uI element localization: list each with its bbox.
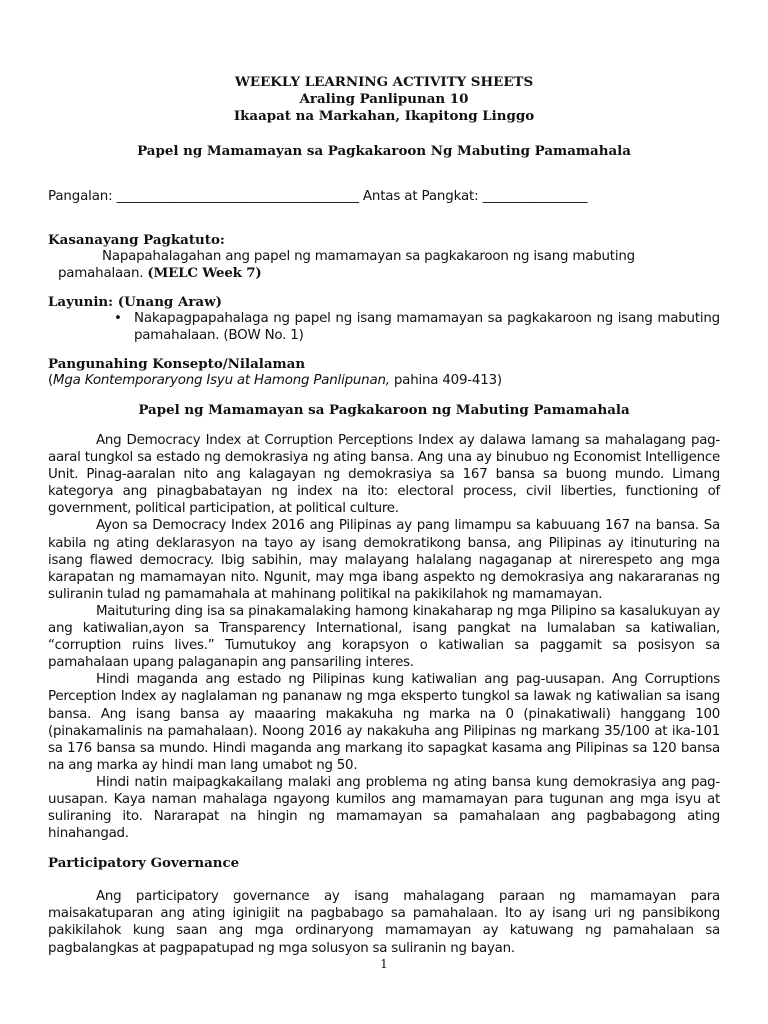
document-title: Papel ng Mamamayan sa Pagkakaroon Ng Mabuting Pamamahala [137,143,631,159]
book-pages: pahina 409-413) [389,373,502,388]
level-blank: ________________ [482,189,588,204]
header-line-3: Ikaapat na Markahan, Ikapitong Linggo [233,108,535,124]
paragraph: Hindi maganda ang estado ng Pilipinas kung katiwalian ang pag-uusapan. Ang Corruptions Perception Index ay naglalaman ng pananaw ng mga eksperto tungkol sa lawak ng katiwalian sa isang bansa. Ang isang bansa ay maaaring makakuha ng marka na 0 (pinakatiwali) hanggang 100 (pinakamalinis na pamahalaan). Noong 2016 ay nakakuha ang Pilipinas ng markang 35/100 at ika-101 sa 176 bansa sa mundo. Hindi maganda ang markang ito sapagkat kasama ang Pilipinas sa 120 bansa na ang marka ay hindi man lang umabot ng 50. [48,672,720,773]
konsepto-section [48,356,720,389]
header-line-1: WEEKLY LEARNING ACTIVITY SHEETS [234,74,534,90]
name-blank: _____________________________________ [116,189,359,204]
konsepto-paren: ( [48,373,54,388]
level-label: Antas at Pangkat: [358,189,483,204]
kasanayan-text [48,248,720,282]
melc-label: (MELC Week 7) [147,265,262,281]
header-line-2: Araling Panlipunan 10 [299,91,469,107]
paragraph: Ang Democracy Index at Corruption Perceptions Index ay dalawa lamang sa mahalagang pag-aaral tungkol sa estado ng demokrasiya ng ating bansa. Ang una ay binubuo ng Economist Intelligence Unit. Pinag-aaralan nito ang kalagayan ng demokrasiya sa 167 bansa sa buong mundo. Limang kategorya ang pinagbabatayan ng index na ito: electoral process, civil liberties, functioning of government, political participation, at political culture. [48,433,720,517]
kasanayan-body: Napapahalagahan ang papel ng mamamayan sa pagkakaroon ng isang mabuting pamahalaan. [58,249,635,281]
objective-list [48,310,720,344]
participatory-heading: Participatory Governance [48,855,240,872]
name-row [48,189,720,204]
konsepto-heading: Pangunahing Konsepto/Nilalaman [48,356,306,372]
konsepto-source [48,372,720,389]
kasanayan-heading: Kasanayang Pagkatuto: [48,232,225,248]
name-label: Pangalan: [48,189,117,204]
document-header [48,74,720,125]
paragraph: Maituturing ding isa sa pinakamalaking hamong kinakaharap ng mga Pilipino sa kasalukuyan ay ang katiwalian,ayon sa Transparency International, isang pangkat na lumalaban sa katiwalian, “corruption ruins lives.” Tumutukoy ang korapsyon o katiwalian sa paggamit sa posisyon sa pamahalaan upang palaganapin ang pansariling interes. [48,603,720,671]
document-page [48,74,720,957]
participatory-text: Ang participatory governance ay isang mahalagang paraan ng mamamayan para maisakatuparan ang ating iginigiit na pagbabago sa pamahalaan. Ito ay isang uri ng pansibikong pakikilahok kung saan ang mga ordinaryong mamamayan ay katuwang ng pamahalaan sa pagbalangkas at pagpapatupad ng mga solusyon sa suliranin ng bayan. [48,889,720,956]
section-title: Papel ng Mamamayan sa Pagkakaroon ng Mabuting Pamamahala [138,402,630,418]
kasanayan-section [48,232,720,282]
paragraph: Hindi natin maipagkakailang malaki ang problema ng ating bansa kung demokrasiya ang pag-uusapan. Kaya naman mahalaga ngayong kumilos ang mamamayan para tugunan ang mga isyu at suliraning ito. Nararapat na hingin ng mamamayan sa pamahalaan ang pagbabagong ating hinahangad. [48,774,720,842]
paragraph: Ayon sa Democracy Index 2016 ang Pilipinas ay pang limampu sa kabuuang 167 na bansa. Sa kabila ng ating deklarasyon na tayo ay isang demokratikong bansa, ang Pilipinas ay itinuturing na isang flawed democracy. Ibig sabihin, may malayang halalang nagaganap at nirerespeto ang mga karapatan ng mamamayan nito. Ngunit, may mga ibang aspekto ng demokrasiya ang nakararanas ng suliranin tulad ng pamamahala at mahinang politikal na pakikilahok ng mamamayan. [48,518,720,602]
layunin-section [48,294,720,344]
layunin-heading: Layunin: (Unang Araw) [48,294,222,310]
objective-text: Nakapagpapahalaga ng papel ng isang mamamayan sa pagkakaroon ng isang mabuting pamahalaan. (BOW No. 1) [134,311,720,343]
bullet-icon: • [114,311,122,326]
article-body [48,432,720,842]
page-number: 1 [380,957,388,971]
book-title: Mga Kontemporaryong Isyu at Hamong Panlipunan, [53,373,390,388]
objective-item [114,310,720,344]
